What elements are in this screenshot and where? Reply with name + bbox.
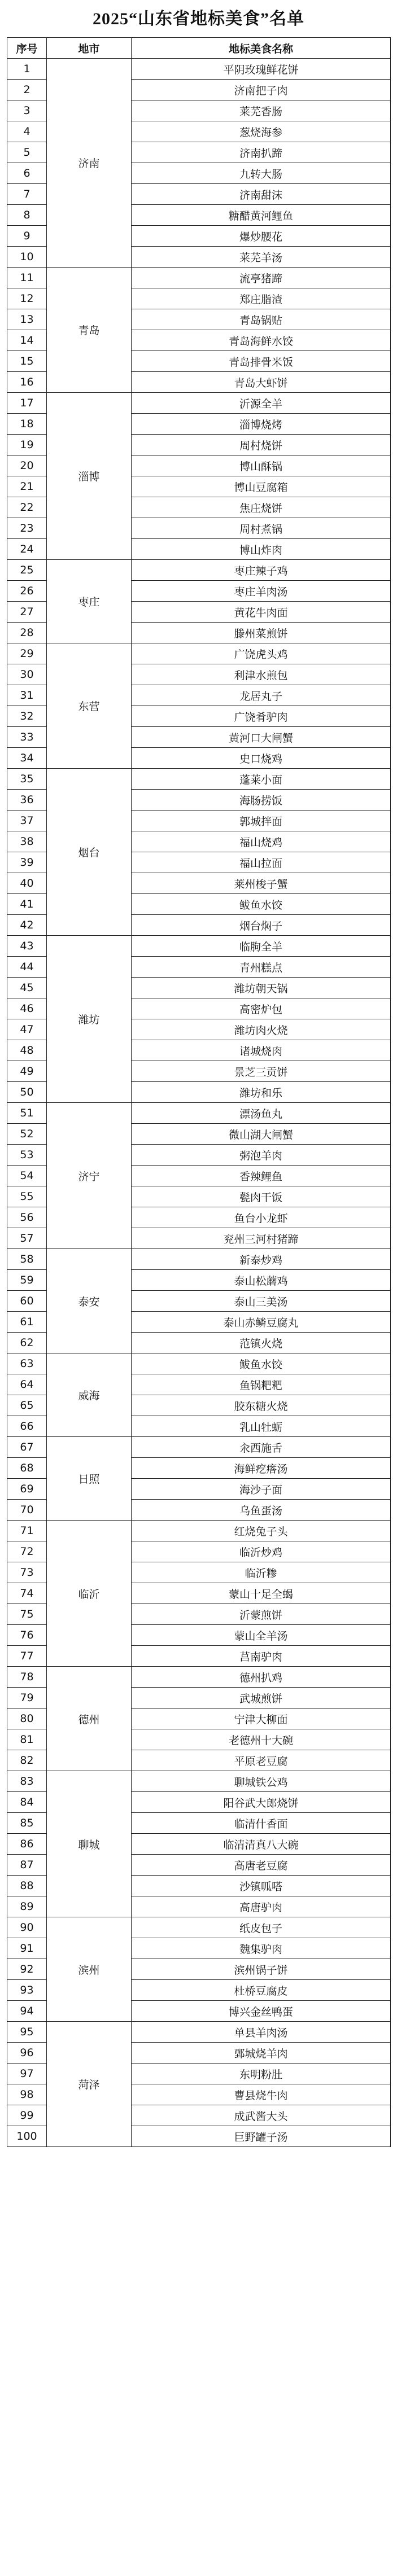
row-index: 23 [7, 518, 47, 539]
row-index: 57 [7, 1228, 47, 1249]
food-name-cell: 糖醋黄河鲤鱼 [132, 205, 391, 226]
city-cell: 菏泽 [47, 2022, 132, 2147]
food-name-cell: 鲅鱼水饺 [132, 1353, 391, 1374]
row-index: 94 [7, 2001, 47, 2022]
row-index: 9 [7, 226, 47, 247]
row-index: 34 [7, 748, 47, 769]
row-index: 82 [7, 1750, 47, 1771]
food-name-cell: 蒙山十足全蝎 [132, 1583, 391, 1604]
food-name-cell: 青岛排骨米饭 [132, 351, 391, 372]
food-name-cell: 临清清真八大碗 [132, 1834, 391, 1855]
table-row [7, 1521, 391, 1541]
row-index: 84 [7, 1792, 47, 1813]
row-index: 68 [7, 1458, 47, 1479]
food-name-cell: 杜桥豆腐皮 [132, 1980, 391, 2001]
food-name-cell: 博山豆腐箱 [132, 476, 391, 497]
food-name-cell: 流亭猪蹄 [132, 268, 391, 288]
food-name-cell: 曹县烧牛肉 [132, 2084, 391, 2105]
food-name-cell: 蓬莱小面 [132, 769, 391, 790]
food-name-cell: 单县羊肉汤 [132, 2022, 391, 2043]
city-cell: 烟台 [47, 769, 132, 936]
table-row [7, 1667, 391, 1688]
table-row [7, 769, 391, 790]
food-name-cell: 滕州菜煎饼 [132, 623, 391, 643]
food-name-cell: 郑庄脂渣 [132, 288, 391, 309]
food-name-cell: 乳山牡蛎 [132, 1416, 391, 1437]
row-index: 21 [7, 476, 47, 497]
row-index: 54 [7, 1166, 47, 1186]
header-index: 序号 [7, 38, 47, 59]
row-index: 100 [7, 2126, 47, 2147]
food-name-cell: 九转大肠 [132, 163, 391, 184]
row-index: 59 [7, 1270, 47, 1291]
row-index: 20 [7, 455, 47, 476]
row-index: 76 [7, 1625, 47, 1646]
city-cell: 滨州 [47, 1917, 132, 2022]
food-name-cell: 德州扒鸡 [132, 1667, 391, 1688]
row-index: 89 [7, 1896, 47, 1917]
row-index: 40 [7, 873, 47, 894]
row-index: 44 [7, 957, 47, 978]
row-index: 41 [7, 894, 47, 915]
row-index: 65 [7, 1395, 47, 1416]
food-name-cell: 莱州梭子蟹 [132, 873, 391, 894]
row-index: 19 [7, 435, 47, 455]
food-name-cell: 诸城烧肉 [132, 1040, 391, 1061]
row-index: 93 [7, 1980, 47, 2001]
row-index: 11 [7, 268, 47, 288]
row-index: 22 [7, 497, 47, 518]
food-name-cell: 高唐驴肉 [132, 1896, 391, 1917]
city-cell: 东营 [47, 643, 132, 769]
food-name-cell: 泰山三美汤 [132, 1291, 391, 1312]
food-name-cell: 高密炉包 [132, 998, 391, 1019]
food-name-cell: 微山湖大闸蟹 [132, 1124, 391, 1145]
row-index: 70 [7, 1500, 47, 1521]
row-index: 35 [7, 769, 47, 790]
food-name-cell: 周村煮锅 [132, 518, 391, 539]
food-name-cell: 青岛锅贴 [132, 309, 391, 330]
row-index: 46 [7, 998, 47, 1019]
row-index: 88 [7, 1876, 47, 1896]
row-index: 33 [7, 727, 47, 748]
row-index: 2 [7, 80, 47, 100]
row-index: 12 [7, 288, 47, 309]
food-name-cell: 潍坊和乐 [132, 1082, 391, 1103]
food-name-cell: 泰山赤鳞豆腐丸 [132, 1312, 391, 1333]
row-index: 18 [7, 414, 47, 435]
row-index: 86 [7, 1834, 47, 1855]
row-index: 85 [7, 1813, 47, 1834]
row-index: 48 [7, 1040, 47, 1061]
row-index: 56 [7, 1207, 47, 1228]
food-name-cell: 史口烧鸡 [132, 748, 391, 769]
city-cell: 枣庄 [47, 560, 132, 643]
food-name-cell: 滨州锅子饼 [132, 1959, 391, 1980]
row-index: 83 [7, 1771, 47, 1792]
food-name-cell: 汆西施舌 [132, 1437, 391, 1458]
row-index: 77 [7, 1646, 47, 1667]
food-name-cell: 淄博烧烤 [132, 414, 391, 435]
food-name-cell: 新泰炒鸡 [132, 1249, 391, 1270]
row-index: 99 [7, 2105, 47, 2126]
row-index: 1 [7, 59, 47, 80]
food-name-cell: 蒙山全羊汤 [132, 1625, 391, 1646]
row-index: 90 [7, 1917, 47, 1938]
food-name-cell: 临朐全羊 [132, 936, 391, 957]
row-index: 47 [7, 1019, 47, 1040]
table-row [7, 1249, 391, 1270]
table-row [7, 936, 391, 957]
row-index: 14 [7, 330, 47, 351]
row-index: 63 [7, 1353, 47, 1374]
row-index: 16 [7, 372, 47, 393]
table-row [7, 1917, 391, 1938]
food-name-cell: 鱼锅粑粑 [132, 1374, 391, 1395]
table-row [7, 1353, 391, 1374]
row-index: 91 [7, 1938, 47, 1959]
row-index: 87 [7, 1855, 47, 1876]
food-name-cell: 成武酱大头 [132, 2105, 391, 2126]
row-index: 25 [7, 560, 47, 581]
food-name-cell: 鄄城烧羊肉 [132, 2043, 391, 2064]
food-name-cell: 黄河口大闸蟹 [132, 727, 391, 748]
food-name-cell: 范镇火烧 [132, 1333, 391, 1353]
food-name-cell: 青岛大虾饼 [132, 372, 391, 393]
food-name-cell: 沂源全羊 [132, 393, 391, 414]
row-index: 80 [7, 1708, 47, 1729]
row-index: 58 [7, 1249, 47, 1270]
row-index: 27 [7, 602, 47, 623]
row-index: 55 [7, 1186, 47, 1207]
city-cell: 临沂 [47, 1521, 132, 1667]
food-name-cell: 爆炒腰花 [132, 226, 391, 247]
row-index: 67 [7, 1437, 47, 1458]
food-name-cell: 泰山松蘑鸡 [132, 1270, 391, 1291]
row-index: 3 [7, 100, 47, 121]
food-name-cell: 平阴玫瑰鲜花饼 [132, 59, 391, 80]
food-name-cell: 武城煎饼 [132, 1688, 391, 1708]
food-name-cell: 广饶肴驴肉 [132, 706, 391, 727]
row-index: 74 [7, 1583, 47, 1604]
row-index: 38 [7, 831, 47, 852]
row-index: 37 [7, 811, 47, 831]
food-name-cell: 兖州三河村猪蹄 [132, 1228, 391, 1249]
row-index: 36 [7, 790, 47, 811]
food-name-cell: 巨野罐子汤 [132, 2126, 391, 2147]
row-index: 79 [7, 1688, 47, 1708]
row-index: 78 [7, 1667, 47, 1688]
row-index: 15 [7, 351, 47, 372]
city-cell: 威海 [47, 1353, 132, 1437]
row-index: 24 [7, 539, 47, 560]
table-row [7, 1771, 391, 1792]
row-index: 64 [7, 1374, 47, 1395]
food-name-cell: 黄花牛肉面 [132, 602, 391, 623]
food-name-cell: 利津水煎包 [132, 664, 391, 685]
row-index: 6 [7, 163, 47, 184]
food-name-cell: 沂蒙煎饼 [132, 1604, 391, 1625]
row-index: 50 [7, 1082, 47, 1103]
food-name-cell: 海沙子面 [132, 1479, 391, 1500]
food-name-cell: 高唐老豆腐 [132, 1855, 391, 1876]
food-name-cell: 枣庄羊肉汤 [132, 581, 391, 602]
food-name-cell: 阳谷武大郎烧饼 [132, 1792, 391, 1813]
food-name-cell: 郭城拌面 [132, 811, 391, 831]
food-name-cell: 潍坊朝天锅 [132, 978, 391, 998]
table-row [7, 560, 391, 581]
row-index: 61 [7, 1312, 47, 1333]
row-index: 75 [7, 1604, 47, 1625]
food-name-cell: 烟台焖子 [132, 915, 391, 936]
food-name-cell: 莱芜羊汤 [132, 247, 391, 268]
food-name-cell: 粥泡羊肉 [132, 1145, 391, 1166]
food-name-cell: 鱼台小龙虾 [132, 1207, 391, 1228]
row-index: 69 [7, 1479, 47, 1500]
row-index: 39 [7, 852, 47, 873]
row-index: 72 [7, 1541, 47, 1562]
food-name-cell: 潍坊肉火烧 [132, 1019, 391, 1040]
row-index: 62 [7, 1333, 47, 1353]
city-cell: 青岛 [47, 268, 132, 393]
food-name-cell: 龙居丸子 [132, 685, 391, 706]
table-row [7, 643, 391, 664]
city-cell: 济宁 [47, 1103, 132, 1249]
food-name-cell: 青州糕点 [132, 957, 391, 978]
food-name-cell: 景芝三贡饼 [132, 1061, 391, 1082]
row-index: 10 [7, 247, 47, 268]
row-index: 95 [7, 2022, 47, 2043]
row-index: 13 [7, 309, 47, 330]
food-name-cell: 临沂炒鸡 [132, 1541, 391, 1562]
food-name-cell: 福山拉面 [132, 852, 391, 873]
food-name-cell: 博兴金丝鸭蛋 [132, 2001, 391, 2022]
row-index: 60 [7, 1291, 47, 1312]
row-index: 49 [7, 1061, 47, 1082]
table-row [7, 393, 391, 414]
table-body [7, 59, 391, 2147]
food-name-cell: 周村烧饼 [132, 435, 391, 455]
food-name-cell: 济南甜沫 [132, 184, 391, 205]
food-name-cell: 海鲜疙瘩汤 [132, 1458, 391, 1479]
row-index: 42 [7, 915, 47, 936]
food-name-cell: 临沂糁 [132, 1562, 391, 1583]
food-name-cell: 莱芜香肠 [132, 100, 391, 121]
food-name-cell: 莒南驴肉 [132, 1646, 391, 1667]
food-name-cell: 纸皮包子 [132, 1917, 391, 1938]
food-name-cell: 魏集驴肉 [132, 1938, 391, 1959]
table-row [7, 1437, 391, 1458]
food-name-cell: 海肠捞饭 [132, 790, 391, 811]
row-index: 96 [7, 2043, 47, 2064]
header-city: 地市 [47, 38, 132, 59]
row-index: 8 [7, 205, 47, 226]
food-name-cell: 济南扒蹄 [132, 142, 391, 163]
row-index: 52 [7, 1124, 47, 1145]
row-index: 53 [7, 1145, 47, 1166]
table-row [7, 2022, 391, 2043]
food-name-cell: 焦庄烧饼 [132, 497, 391, 518]
food-name-cell: 博山酥锅 [132, 455, 391, 476]
food-name-cell: 甏肉干饭 [132, 1186, 391, 1207]
row-index: 98 [7, 2084, 47, 2105]
food-name-cell: 广饶虎头鸡 [132, 643, 391, 664]
table-row [7, 59, 391, 80]
food-name-cell: 博山炸肉 [132, 539, 391, 560]
food-name-cell: 漂汤鱼丸 [132, 1103, 391, 1124]
food-name-cell: 聊城铁公鸡 [132, 1771, 391, 1792]
table-header-row [7, 38, 391, 59]
row-index: 28 [7, 623, 47, 643]
row-index: 31 [7, 685, 47, 706]
row-index: 17 [7, 393, 47, 414]
food-list-table [7, 37, 391, 2147]
row-index: 81 [7, 1729, 47, 1750]
row-index: 92 [7, 1959, 47, 1980]
row-index: 97 [7, 2064, 47, 2084]
row-index: 45 [7, 978, 47, 998]
city-cell: 聊城 [47, 1771, 132, 1917]
row-index: 7 [7, 184, 47, 205]
row-index: 30 [7, 664, 47, 685]
food-name-cell: 枣庄辣子鸡 [132, 560, 391, 581]
food-name-cell: 葱烧海参 [132, 121, 391, 142]
table-row [7, 268, 391, 288]
city-cell: 泰安 [47, 1249, 132, 1353]
table-row [7, 1103, 391, 1124]
food-name-cell: 沙镇呱嗒 [132, 1876, 391, 1896]
row-index: 43 [7, 936, 47, 957]
food-name-cell: 香辣鲤鱼 [132, 1166, 391, 1186]
food-name-cell: 老德州十大碗 [132, 1729, 391, 1750]
city-cell: 潍坊 [47, 936, 132, 1103]
row-index: 73 [7, 1562, 47, 1583]
row-index: 26 [7, 581, 47, 602]
food-name-cell: 宁津大柳面 [132, 1708, 391, 1729]
row-index: 71 [7, 1521, 47, 1541]
city-cell: 济南 [47, 59, 132, 268]
food-name-cell: 临清什香面 [132, 1813, 391, 1834]
row-index: 66 [7, 1416, 47, 1437]
row-index: 4 [7, 121, 47, 142]
food-name-cell: 红烧兔子头 [132, 1521, 391, 1541]
page-title: 2025“山东省地标美食”名单 [93, 10, 304, 28]
row-index: 29 [7, 643, 47, 664]
food-name-cell: 福山烧鸡 [132, 831, 391, 852]
header-name: 地标美食名称 [132, 38, 391, 59]
row-index: 51 [7, 1103, 47, 1124]
city-cell: 淄博 [47, 393, 132, 560]
food-name-cell: 青岛海鲜水饺 [132, 330, 391, 351]
food-name-cell: 乌鱼蛋汤 [132, 1500, 391, 1521]
city-cell: 日照 [47, 1437, 132, 1521]
food-name-cell: 平原老豆腐 [132, 1750, 391, 1771]
row-index: 32 [7, 706, 47, 727]
food-name-cell: 胶东糖火烧 [132, 1395, 391, 1416]
food-name-cell: 济南把子肉 [132, 80, 391, 100]
food-name-cell: 鲅鱼水饺 [132, 894, 391, 915]
row-index: 5 [7, 142, 47, 163]
city-cell: 德州 [47, 1667, 132, 1771]
food-name-cell: 东明粉肚 [132, 2064, 391, 2084]
